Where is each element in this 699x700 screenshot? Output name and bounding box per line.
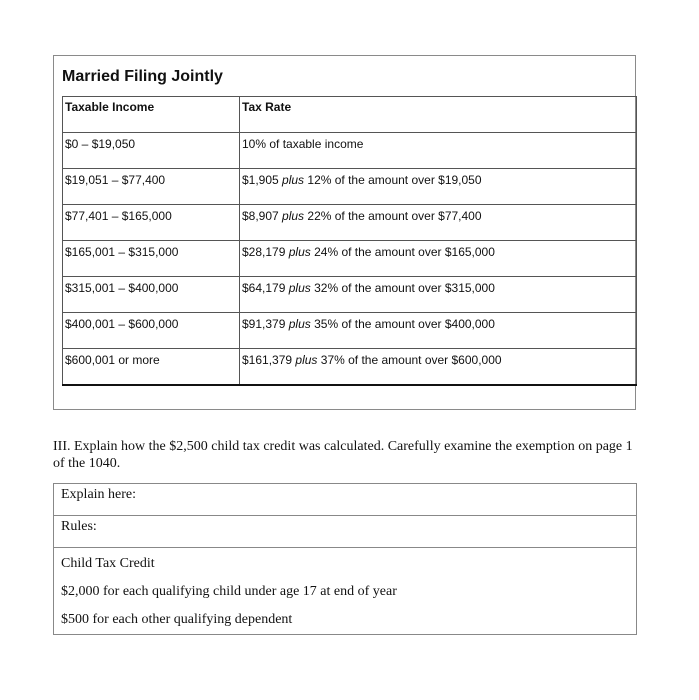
- rule-line: $2,000 for each qualifying child under age 17 at end of year: [61, 584, 397, 599]
- plus-word: plus: [282, 173, 305, 187]
- base-tax: $1,905: [242, 173, 279, 187]
- tax-bracket-table: [62, 96, 637, 386]
- explain-row[interactable]: [54, 484, 637, 516]
- table-row: [63, 277, 637, 313]
- income-range: $315,001 – $400,000: [63, 277, 240, 313]
- tax-table-title: Married Filing Jointly: [62, 68, 223, 85]
- rate-text: 37% of the amount over $600,000: [320, 353, 502, 367]
- rules-body: [54, 548, 637, 635]
- header-taxable-income: Taxable Income: [63, 97, 240, 133]
- plus-word: plus: [288, 317, 311, 331]
- table-row: [63, 349, 637, 385]
- income-range: $0 – $19,050: [63, 133, 240, 169]
- table-row: [63, 169, 637, 205]
- question-text: III. Explain how the $2,500 child tax credit was calculated. Carefully examine the exemption on page 1 of the 1040.: [53, 439, 633, 471]
- table-row: [63, 241, 637, 277]
- table-row: [63, 205, 637, 241]
- base-tax: $8,907: [242, 209, 279, 223]
- base-tax: $91,379: [242, 317, 286, 331]
- base-tax: $28,179: [242, 245, 286, 259]
- plus-word: plus: [288, 245, 311, 259]
- rate-text: 24% of the amount over $165,000: [314, 245, 495, 259]
- rule-line: Child Tax Credit: [61, 556, 155, 571]
- income-range: $19,051 – $77,400: [63, 169, 240, 205]
- rate-text: 22% of the amount over $77,400: [307, 209, 482, 223]
- rules-label-row: [54, 516, 637, 548]
- income-range: $600,001 or more: [63, 349, 240, 385]
- rate-text: 35% of the amount over $400,000: [314, 317, 495, 331]
- rules-label: Rules:: [54, 516, 637, 548]
- plus-word: plus: [295, 353, 318, 367]
- base-tax: $64,179: [242, 281, 286, 295]
- tax-rate-cell: [240, 241, 637, 277]
- tax-rate-cell: [240, 133, 637, 169]
- tax-rate-cell: [240, 277, 637, 313]
- plus-word: plus: [288, 281, 311, 295]
- tax-rate-cell: [240, 313, 637, 349]
- explain-here-cell[interactable]: Explain here:: [54, 484, 637, 516]
- tax-bracket-box: [53, 55, 636, 410]
- base-tax: $161,379: [242, 353, 293, 367]
- rule-line: $500 for each other qualifying dependent: [61, 612, 293, 627]
- header-tax-rate: Tax Rate: [240, 97, 637, 133]
- rules-body-row: [54, 548, 637, 635]
- tax-rate-cell: [240, 349, 637, 385]
- table-header-row: [63, 97, 637, 133]
- answer-table: [53, 483, 637, 635]
- tax-rate-cell: [240, 205, 637, 241]
- plus-word: plus: [282, 209, 305, 223]
- income-range: $77,401 – $165,000: [63, 205, 240, 241]
- income-range: $165,001 – $315,000: [63, 241, 240, 277]
- rate-text: 10% of taxable income: [242, 137, 364, 151]
- rate-text: 12% of the amount over $19,050: [307, 173, 482, 187]
- income-range: $400,001 – $600,000: [63, 313, 240, 349]
- rate-text: 32% of the amount over $315,000: [314, 281, 495, 295]
- table-row: [63, 133, 637, 169]
- table-row: [63, 313, 637, 349]
- tax-rate-cell: [240, 169, 637, 205]
